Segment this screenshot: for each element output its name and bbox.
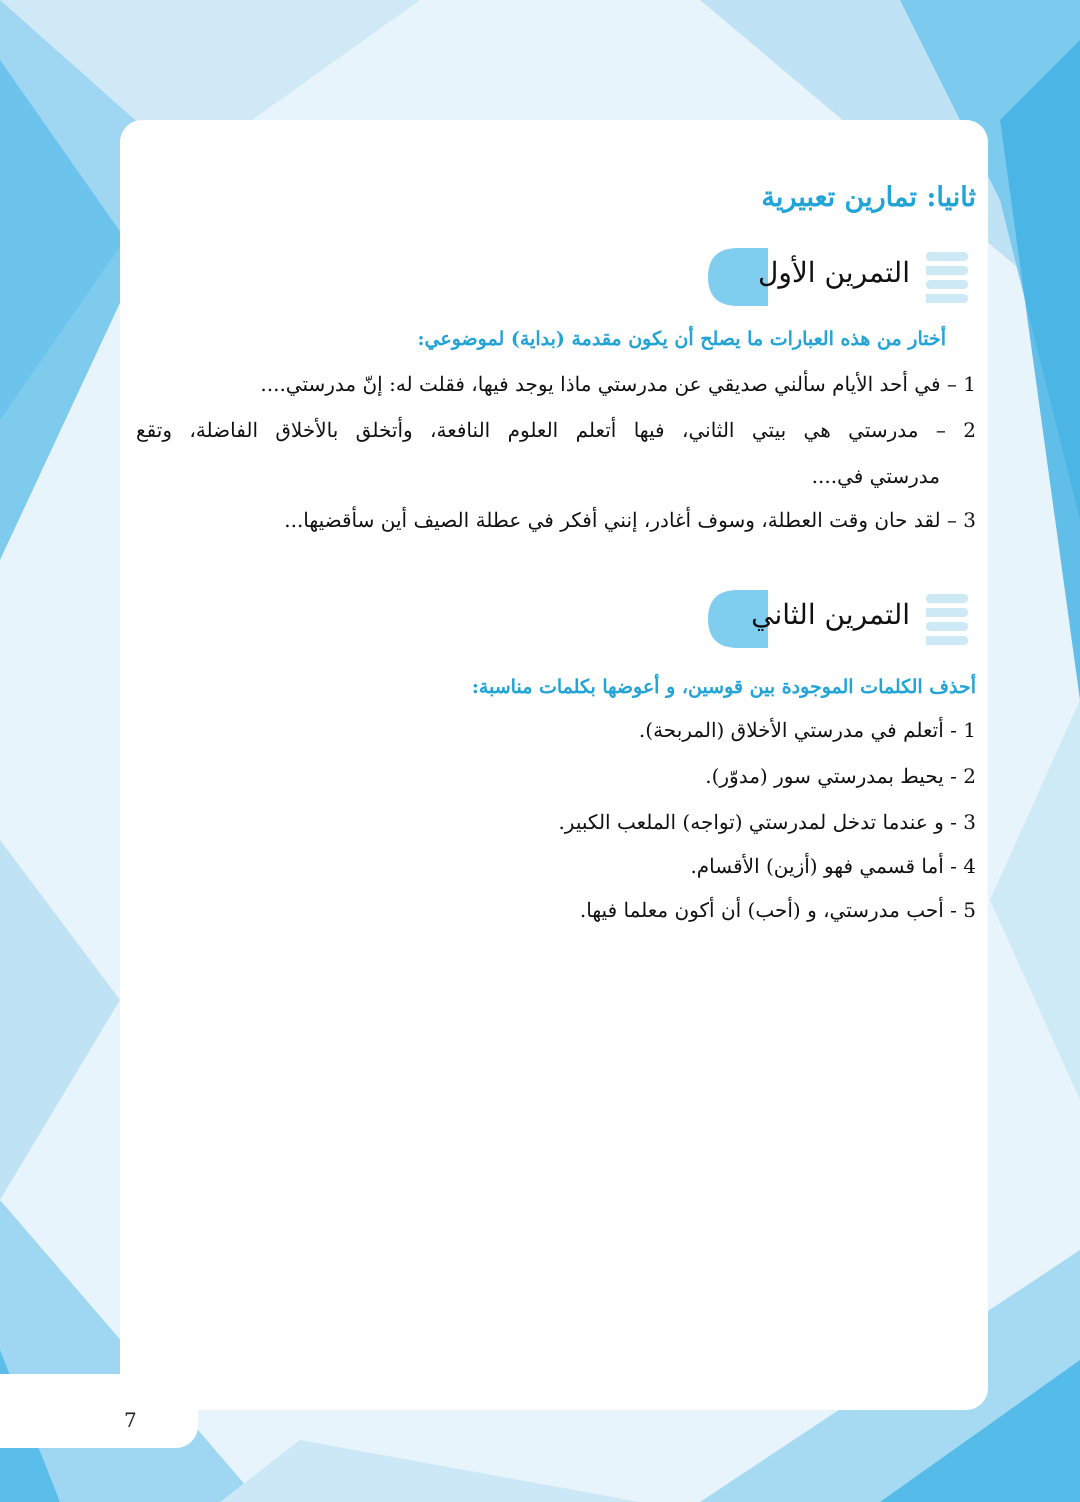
exercise-1-item-2-continued: مدرستي في.... — [811, 464, 940, 488]
exercise-2-item-1: 1 - أتعلم في مدرستي الأخلاق (المربحة). — [638, 718, 976, 742]
page-number: 7 — [124, 1408, 137, 1432]
section-title: ثانيا: تمارين تعبيرية — [761, 182, 976, 213]
exercise-1-item-3: 3 – لقد حان وقت العطلة، وسوف أغادر، إنني أفكر في عطلة الصيف أين سأقضيها... — [284, 508, 976, 532]
exercise-1-title: التمرين الأول — [757, 256, 910, 289]
page-content — [120, 120, 988, 1410]
exercise-2-item-5: 5 - أحب مدرستي، و (أحب) أن أكون معلما فيها. — [579, 898, 976, 922]
exercise-2-instruction: أحذف الكلمات الموجودة بين قوسين، و أعوضها بكلمات مناسبة: — [471, 676, 976, 698]
exercise-1-instruction: أختار من هذه العبارات ما يصلح أن يكون مقدمة (بداية) لموضوعي: — [417, 328, 946, 350]
exercise-2-header — [708, 590, 974, 654]
page-number-box — [0, 1374, 198, 1448]
exercise-2-item-2: 2 - يحيط بمدرستي سور (مدوّر). — [705, 764, 976, 788]
exercise-2-item-3: 3 - و عندما تدخل لمدرستي (تواجه) الملعب الكبير. — [558, 810, 976, 834]
exercise-1-item-1: 1 – في أحد الأيام سألني صديقي عن مدرستي ماذا يوجد فيها، فقلت له: إنّ مدرستي.... — [260, 372, 976, 396]
exercise-2-item-4: 4 - أما قسمي فهو (أزين) الأقسام. — [690, 854, 976, 878]
exercise-1-item-2: 2 – مدرستي هي بيتي الثاني، فيها أتعلم العلوم النافعة، وأتخلق بالأخلاق الفاضلة، وتقع — [136, 418, 976, 442]
exercise-2-title: التمرين الثاني — [751, 598, 910, 631]
exercise-1-header — [708, 248, 974, 312]
